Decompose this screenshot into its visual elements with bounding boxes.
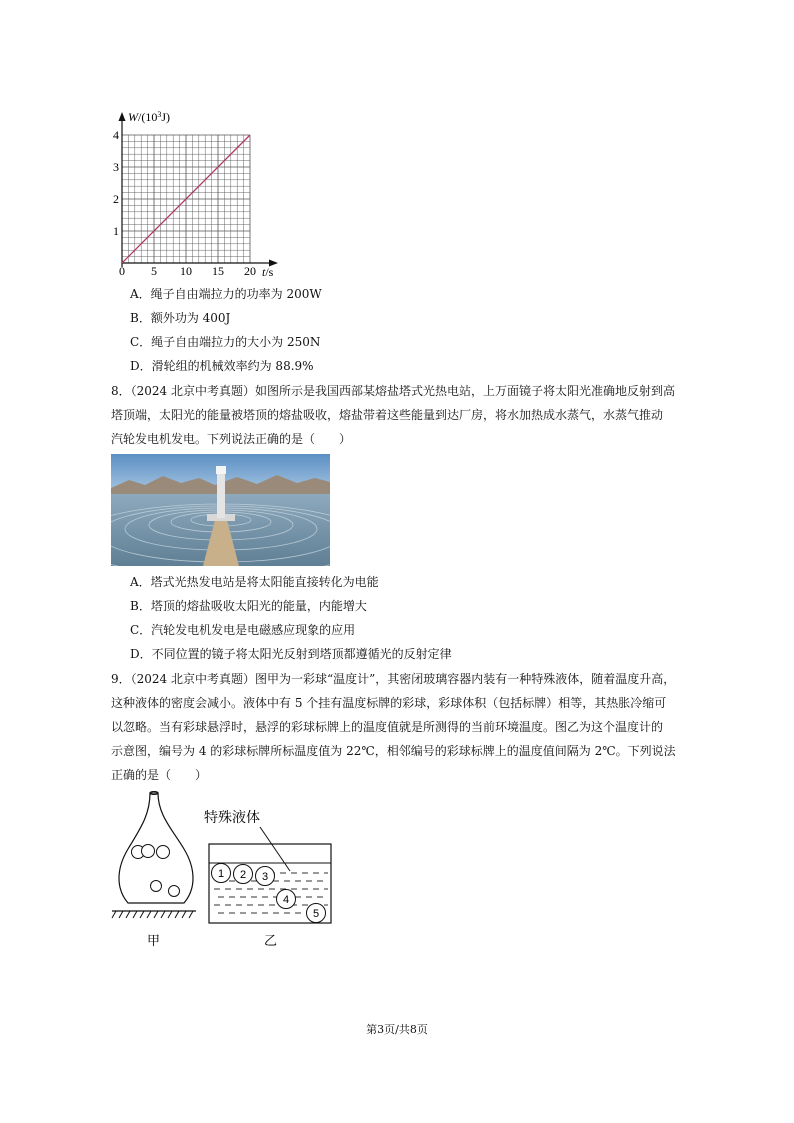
x-tick-label: 15 bbox=[212, 264, 224, 278]
ball-number: 5 bbox=[312, 908, 320, 920]
q9-stem-line: 9．（2024 北京中考真题）图甲为一彩球“温度计”，其密闭玻璃容器内装有一种特殊液体，随着温度升高， bbox=[111, 672, 676, 686]
x-tick-label: 5 bbox=[151, 264, 157, 278]
q9-stem-line: 这种液体的密度会减小。液体中有 5 个挂有温度标牌的彩球，彩球体积（包括标牌）相等，其热胀冷缩可 bbox=[111, 696, 667, 710]
q7-option-d: D．滑轮组的机械效率约为 88.9% bbox=[130, 359, 314, 373]
ball bbox=[157, 846, 170, 859]
ball bbox=[151, 881, 162, 892]
q8-option-d: D．不同位置的镜子将太阳光反射到塔顶都遵循光的反射定律 bbox=[130, 647, 452, 661]
label-jia: 甲 bbox=[147, 933, 161, 948]
ball-number: 4 bbox=[282, 894, 290, 906]
leader-line bbox=[260, 827, 290, 871]
work-time-chart bbox=[100, 100, 300, 280]
y-tick-label: 1 bbox=[113, 224, 119, 238]
x-tick-label: 10 bbox=[180, 264, 192, 278]
q9-stem-line: 以忽略。当有彩球悬浮时，悬浮的彩球标牌上的温度值就是所测得的当前环境温度。图乙为这个温度计的 bbox=[111, 720, 664, 734]
ball-number: 1 bbox=[217, 868, 225, 880]
y-tick-label: 3 bbox=[113, 160, 119, 174]
page-footer: 第3页/共8页 bbox=[366, 1023, 428, 1036]
q8-stem-line: 8．（2024 北京中考真题）如图所示是我国西部某熔盐塔式光热电站，上万面镜子将太阳光准确地反射到高 bbox=[111, 384, 675, 398]
y-axis-label: $W/(10^3J)$ bbox=[128, 110, 171, 124]
q8-option-a: A．塔式光热发电站是将太阳能直接转化为电能 bbox=[130, 575, 379, 589]
ball-number: 3 bbox=[261, 871, 269, 883]
y-axis-arrow bbox=[119, 112, 126, 121]
q8-stem-line: 塔顶端，太阳光的能量被塔顶的熔盐吸收，熔盐带着这些能量到达厂房，将水加热成水蒸气，水蒸气推动 bbox=[111, 408, 664, 422]
x-tick-label: 0 bbox=[119, 264, 125, 278]
label-yi: 乙 bbox=[264, 933, 278, 948]
q8-stem-line: 汽轮发电机发电。下列说法正确的是（ ） bbox=[111, 432, 352, 446]
x-tick-label: 20 bbox=[244, 264, 256, 278]
y-tick-label: 4 bbox=[113, 128, 119, 142]
q8-option-b: B．塔顶的熔盐吸收太阳光的能量，内能增大 bbox=[130, 599, 367, 613]
ground-hatch bbox=[112, 911, 193, 918]
q7-option-b: B．额外功为 400J bbox=[130, 311, 231, 325]
q9-stem-line: 示意图，编号为 4 的彩球标牌所标温度值为 22℃，相邻编号的彩球标牌上的温度值间隔为 2℃。下列说法 bbox=[111, 744, 676, 758]
ball-thermometer-diagram bbox=[108, 785, 348, 955]
ball-number: 2 bbox=[239, 869, 247, 881]
liquid-label: 特殊液体 bbox=[204, 809, 260, 825]
q7-option-a: A．绳子自由端拉力的功率为 200W bbox=[130, 287, 322, 301]
tower-receiver bbox=[216, 466, 226, 474]
q7-option-c: C．绳子自由端拉力的大小为 250N bbox=[130, 335, 321, 349]
q9-stem-line: 正确的是（ ） bbox=[111, 768, 208, 782]
ball bbox=[169, 886, 180, 897]
solar-power-station-photo bbox=[111, 454, 330, 566]
x-axis-label: t/s bbox=[262, 265, 274, 279]
q8-option-c: C．汽轮发电机发电是电磁感应现象的应用 bbox=[130, 623, 356, 637]
ball bbox=[142, 845, 155, 858]
y-tick-label: 2 bbox=[113, 192, 119, 206]
